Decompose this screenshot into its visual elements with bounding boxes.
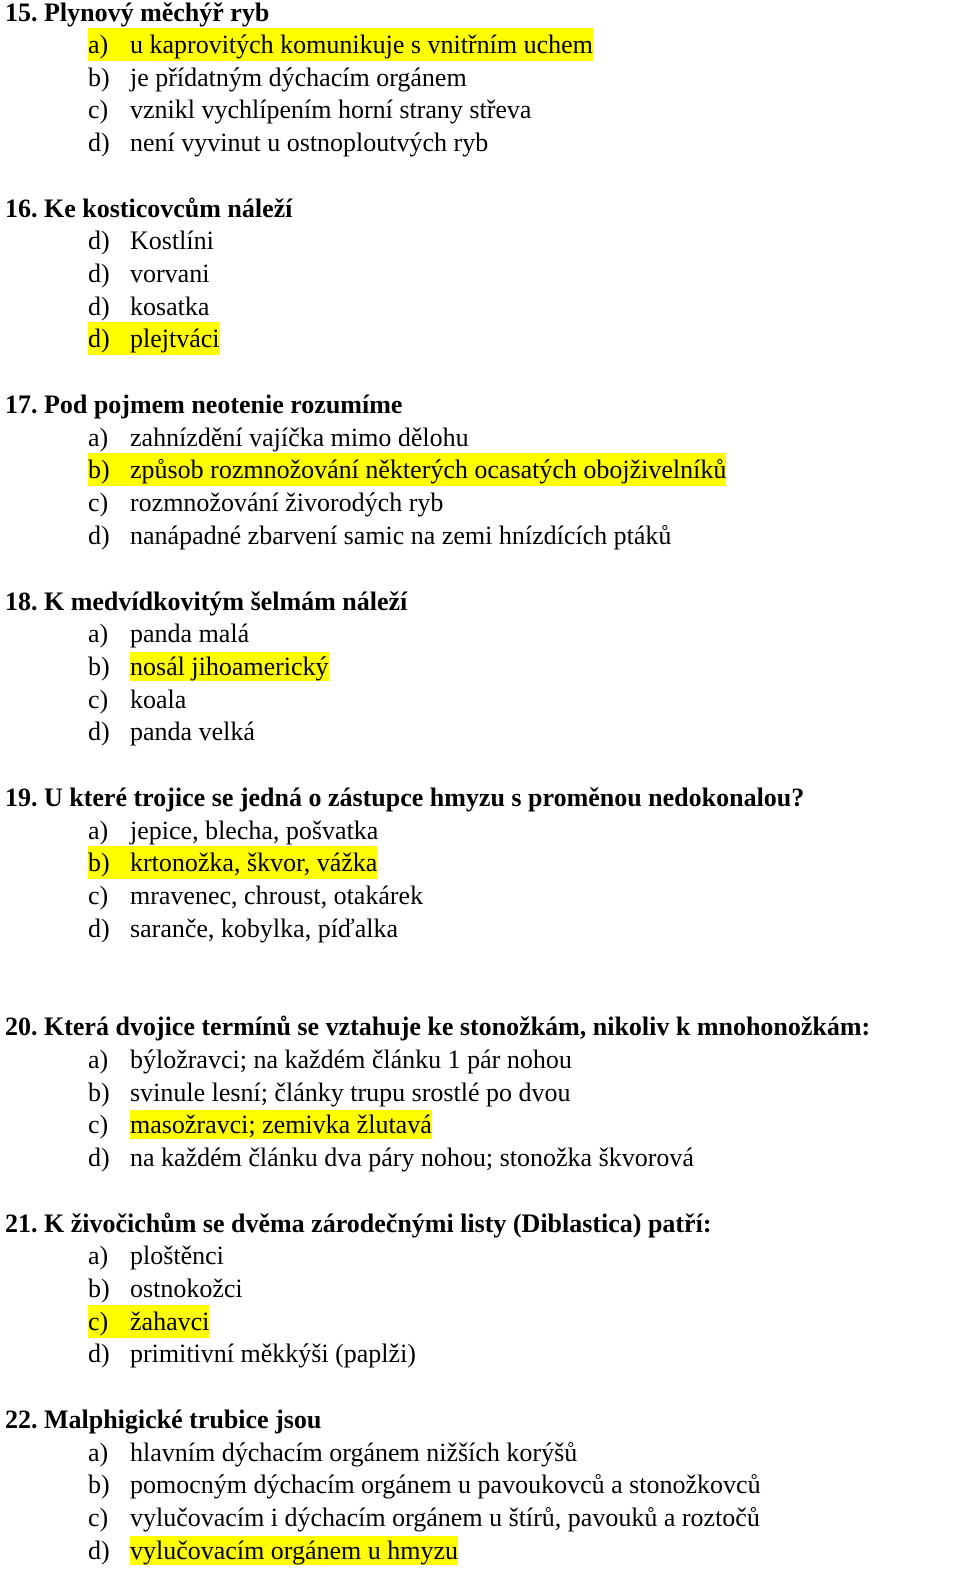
answer-option bbox=[88, 879, 423, 912]
option-letter: c) bbox=[88, 685, 109, 714]
question-title: 19. U které trojice se jedná o zástupce hmyzu s proměnou nedokonalou? bbox=[5, 783, 805, 812]
answer-option-highlighted bbox=[88, 1108, 432, 1141]
option-letter: d) bbox=[88, 226, 110, 255]
answer-option bbox=[88, 93, 531, 126]
option-letter: c) bbox=[88, 881, 109, 910]
option-text: vylučovacím orgánem u hmyzu bbox=[130, 1536, 459, 1565]
option-text: ostnokožci bbox=[130, 1274, 243, 1303]
option-letter: d) bbox=[88, 128, 110, 157]
option-text: plejtváci bbox=[130, 324, 220, 353]
answer-option bbox=[88, 1239, 224, 1272]
option-text: rozmnožování živorodých ryb bbox=[130, 488, 444, 517]
option-letter: d) bbox=[88, 1339, 110, 1368]
option-text: býložravci; na každém článku 1 pár nohou bbox=[130, 1045, 572, 1074]
option-text: masožravci; zemivka žlutavá bbox=[130, 1110, 432, 1139]
option-letter: b) bbox=[88, 63, 110, 92]
option-letter: a) bbox=[88, 816, 109, 845]
option-letter: a) bbox=[88, 619, 109, 648]
option-letter: d) bbox=[88, 717, 110, 746]
option-letter: a) bbox=[88, 1438, 109, 1467]
option-text: zahnízdění vajíčka mimo dělohu bbox=[130, 423, 469, 452]
option-text: hlavním dýchacím orgánem nižších korýšů bbox=[130, 1438, 578, 1467]
option-text: nanápadné zbarvení samic na zemi hnízdících ptáků bbox=[130, 521, 672, 550]
option-text: je přídatným dýchacím orgánem bbox=[130, 63, 467, 92]
question-title: 17. Pod pojmem neotenie rozumíme bbox=[5, 390, 403, 419]
option-text: saranče, kobylka, píďalka bbox=[130, 914, 399, 943]
option-text: způsob rozmnožování některých ocasatých obojživelníků bbox=[130, 455, 727, 484]
answer-option bbox=[88, 486, 443, 519]
option-text: krtonožka, škvor, vážka bbox=[130, 848, 378, 877]
answer-option bbox=[88, 1436, 577, 1469]
question-title: 22. Malphigické trubice jsou bbox=[5, 1405, 322, 1434]
option-letter: d) bbox=[88, 521, 110, 550]
option-text: nosál jihoamerický bbox=[130, 652, 329, 681]
answer-option bbox=[88, 1076, 571, 1109]
answer-option bbox=[88, 1468, 761, 1501]
question-title: 21. K živočichům se dvěma zárodečnými listy (Diblastica) patří: bbox=[5, 1209, 712, 1238]
option-text: ploštěnci bbox=[130, 1241, 224, 1270]
option-letter: a) bbox=[88, 1241, 109, 1270]
option-text: není vyvinut u ostnoploutvých ryb bbox=[130, 128, 489, 157]
answer-option bbox=[88, 715, 255, 748]
option-text: svinule lesní; články trupu srostlé po dvou bbox=[130, 1078, 571, 1107]
option-letter: c) bbox=[88, 488, 109, 517]
option-text: panda velká bbox=[130, 717, 255, 746]
option-text: vylučovacím i dýchacím orgánem u štírů, pavouků a roztočů bbox=[130, 1503, 760, 1532]
option-letter: c) bbox=[88, 1307, 109, 1336]
question-title: 20. Která dvojice termínů se vztahuje ke stonožkám, nikoliv k mnohonožkám: bbox=[5, 1012, 871, 1041]
answer-option bbox=[88, 61, 467, 94]
option-text: pomocným dýchacím orgánem u pavoukovců a stonožkovců bbox=[130, 1470, 761, 1499]
option-text: kosatka bbox=[130, 292, 210, 321]
option-letter: d) bbox=[88, 292, 110, 321]
option-text: na každém článku dva páry nohou; stonožka škvorová bbox=[130, 1143, 694, 1172]
answer-option-highlighted bbox=[88, 650, 329, 683]
answer-option bbox=[88, 814, 378, 847]
option-letter: d) bbox=[88, 1143, 110, 1172]
answer-option bbox=[88, 1043, 572, 1076]
option-letter: b) bbox=[88, 652, 110, 681]
option-text: žahavci bbox=[130, 1307, 210, 1336]
option-letter: c) bbox=[88, 95, 109, 124]
option-text: jepice, blecha, pošvatka bbox=[130, 816, 379, 845]
option-text: primitivní měkkýši (paplži) bbox=[130, 1339, 416, 1368]
option-letter: b) bbox=[88, 1274, 110, 1303]
option-text: vznikl vychlípením horní strany střeva bbox=[130, 95, 532, 124]
answer-option-highlighted bbox=[88, 846, 377, 879]
option-text: u kaprovitých komunikuje s vnitřním uchem bbox=[130, 30, 593, 59]
answer-option bbox=[88, 126, 488, 159]
answer-option bbox=[88, 683, 186, 716]
option-letter: b) bbox=[88, 1078, 110, 1107]
answer-option bbox=[88, 1272, 243, 1305]
option-letter: a) bbox=[88, 30, 109, 59]
option-text: Kostlíni bbox=[130, 226, 214, 255]
question-title: 15. Plynový měchýř ryb bbox=[5, 0, 270, 27]
answer-option bbox=[88, 224, 214, 257]
option-text: mravenec, chroust, otakárek bbox=[130, 881, 424, 910]
option-letter: a) bbox=[88, 1045, 109, 1074]
answer-option-highlighted bbox=[88, 453, 726, 486]
answer-option bbox=[88, 421, 469, 454]
answer-option bbox=[88, 257, 209, 290]
option-letter: c) bbox=[88, 1503, 109, 1532]
answer-option-highlighted bbox=[88, 322, 220, 355]
answer-option bbox=[88, 519, 671, 552]
option-text: koala bbox=[130, 685, 187, 714]
option-letter: b) bbox=[88, 848, 110, 877]
option-text: panda malá bbox=[130, 619, 250, 648]
answer-option bbox=[88, 290, 209, 323]
answer-option bbox=[88, 1501, 760, 1534]
answer-option-highlighted bbox=[88, 1305, 209, 1338]
answer-option-highlighted bbox=[88, 1534, 458, 1567]
option-letter: d) bbox=[88, 914, 110, 943]
question-title: 18. K medvídkovitým šelmám náleží bbox=[5, 587, 408, 616]
option-text: vorvani bbox=[130, 259, 210, 288]
question-title: 16. Ke kosticovcům náleží bbox=[5, 194, 293, 223]
option-letter: b) bbox=[88, 1470, 110, 1499]
answer-option bbox=[88, 617, 249, 650]
option-letter: a) bbox=[88, 423, 109, 452]
option-letter: c) bbox=[88, 1110, 109, 1139]
answer-option bbox=[88, 1141, 694, 1174]
option-letter: d) bbox=[88, 1536, 110, 1565]
answer-option-highlighted bbox=[88, 28, 593, 61]
option-letter: d) bbox=[88, 259, 110, 288]
option-letter: d) bbox=[88, 324, 110, 353]
option-letter: b) bbox=[88, 455, 110, 484]
answer-option bbox=[88, 912, 398, 945]
answer-option bbox=[88, 1337, 416, 1370]
